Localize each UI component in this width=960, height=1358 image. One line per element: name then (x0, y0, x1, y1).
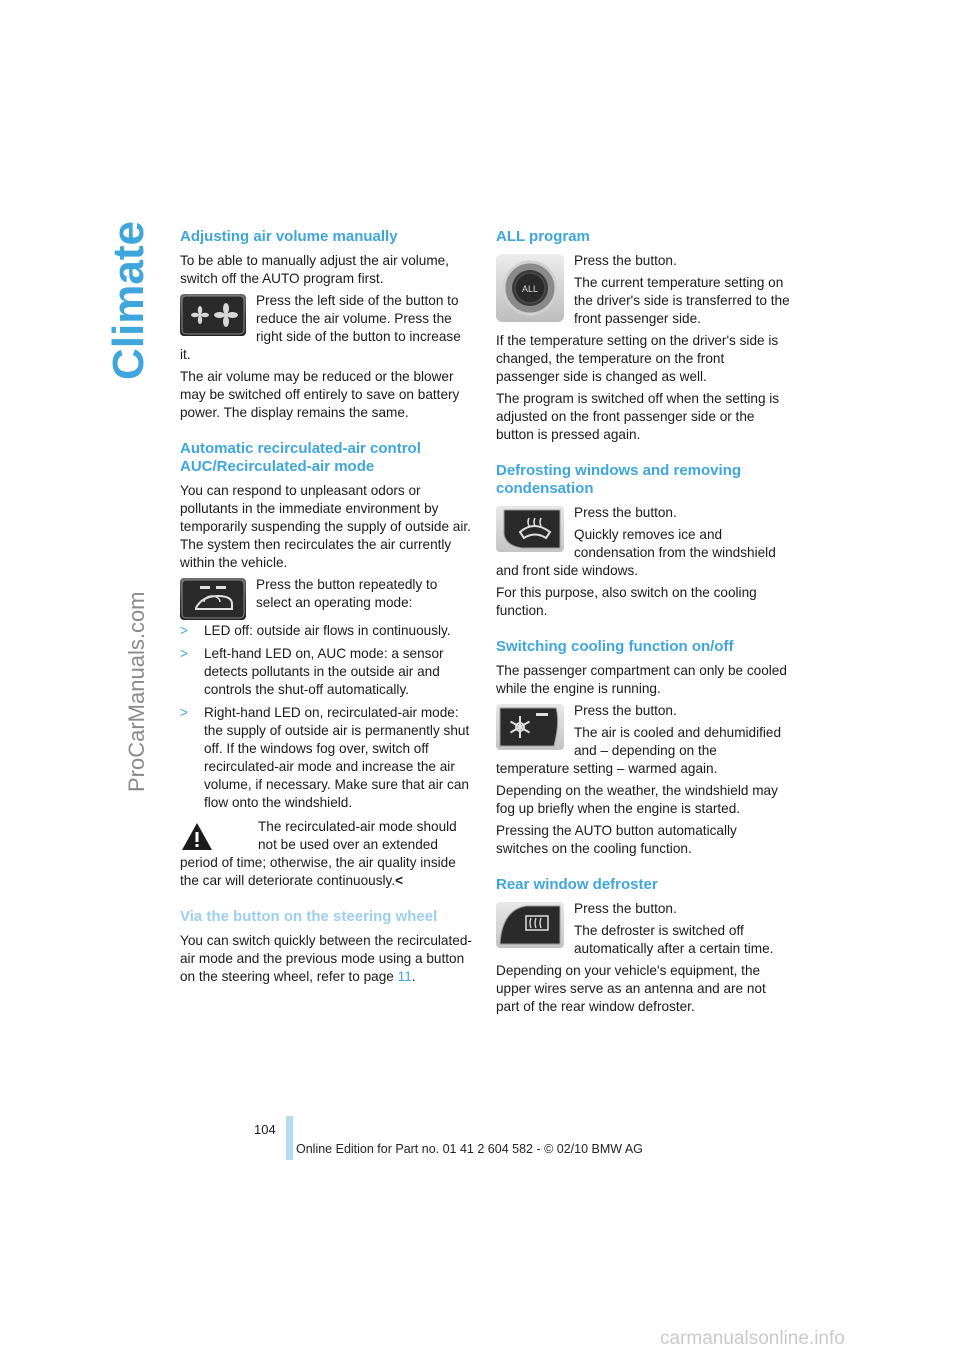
paragraph: Press the button repeatedly to select an operating mode: (256, 577, 438, 610)
list-item (180, 622, 474, 640)
footer-accent-bar (286, 1116, 293, 1160)
page-number: 104 (254, 1122, 276, 1137)
paragraph: Depending on the weather, the windshield may fog up briefly when the engine is started. (496, 783, 778, 816)
section-recirculated-air (180, 440, 474, 890)
section-air-volume (180, 228, 474, 422)
bottom-watermark: carmanualsonline.info (660, 1328, 845, 1349)
windshield-defrost-button-image (496, 506, 564, 552)
paragraph: The program is switched off when the setting is adjusted on the front passenger side or the button is pressed again. (496, 391, 780, 442)
paragraph: Press the left side of the button to reduce the air volume. Press the right side of the button to increase it. (180, 293, 461, 362)
section-heading: Rear window defroster (496, 876, 658, 893)
list-item-text: LED off: outside air flows in continuously. (204, 623, 451, 638)
paragraph: The air volume may be reduced or the blower may be switched off entirely to save on battery power. The display remains the same. (180, 369, 460, 420)
bullet-mark: > (180, 623, 188, 638)
led-right-icon (216, 586, 226, 589)
warning-body: The recirculated-air mode should not be used over an extended period of time; otherwise, the air quality inside the car will deteriorate continuously. (180, 819, 457, 888)
section-heading: Adjusting air volume manually (180, 228, 398, 245)
paragraph: The air is cooled and dehumidified and – depending on the temperature setting – warmed again. (496, 725, 782, 776)
list-item-text: Right-hand LED on, recirculated-air mode: the supply of outside air is permanently shut off. If the windows fog over, switch off recirculated-air mode and increase the air volume, if necessary. Make sure that air can flow onto the windshield. (204, 705, 470, 810)
edition-line: Online Edition for Part no. 01 41 2 604 582 - © 02/10 BMW AG (296, 1142, 643, 1156)
knob-label: ALL (521, 284, 539, 294)
paragraph: To be able to manually adjust the air volume, switch off the AUTO program first. (180, 253, 450, 286)
paragraph: Press the button. (574, 901, 677, 916)
section-heading: Switching cooling function on/off (496, 638, 734, 655)
paragraph: If the temperature setting on the driver's side is changed, the temperature on the front passenger side is changed as well. (496, 333, 779, 384)
recirculation-button-image (180, 578, 246, 620)
bullet-mark: > (180, 646, 188, 661)
cooling-button-image (496, 704, 564, 750)
chapter-title-text: Climate (104, 221, 153, 380)
list-item (180, 645, 474, 699)
paragraph: For this purpose, also switch on the cooling function. (496, 585, 757, 618)
end-mark: < (395, 873, 404, 888)
section-heading: Via the button on the steering wheel (180, 908, 438, 925)
list-item (180, 704, 474, 812)
right-column (496, 228, 790, 1034)
led-left-icon (200, 586, 210, 589)
fan-button-image (180, 294, 246, 336)
all-knob-image (496, 254, 564, 322)
section-defrost-windows (496, 462, 790, 620)
section-heading: Defrosting windows and removing condensation (496, 462, 742, 497)
side-watermark (122, 560, 162, 800)
mode-list (180, 622, 474, 812)
paragraph-text: You can switch quickly between the recirculated-air mode and the previous mode using a button on the steering wheel, refer to page (180, 933, 472, 984)
warning-triangle-icon (180, 820, 214, 854)
warning-note (180, 818, 474, 890)
paragraph: The current temperature setting on the driver's side is transferred to the front passenger side. (574, 275, 790, 326)
left-column (180, 228, 474, 1004)
section-heading: Automatic recirculated-air control AUC/Recirculated-air mode (180, 440, 421, 475)
paragraph: The defroster is switched off automatically after a certain time. (574, 923, 774, 956)
paragraph: Press the button. (574, 505, 677, 520)
paragraph: Quickly removes ice and condensation from the windshield and front side windows. (496, 527, 776, 578)
page-reference-link[interactable]: 11 (397, 969, 412, 984)
side-watermark-text: ProCarManuals.com (124, 591, 149, 792)
paragraph: You can respond to unpleasant odors or pollutants in the immediate environment by temporarily suspending the supply of outside air. The system then recirculates the air currently within the vehicle. (180, 483, 471, 570)
list-item-text: Left-hand LED on, AUC mode: a sensor detects pollutants in the outside air and controls the shut-off automatically. (204, 646, 444, 697)
paragraph: The passenger compartment can only be cooled while the engine is running. (496, 663, 787, 696)
warning-text (180, 818, 474, 890)
paragraph: Depending on your vehicle's equipment, the upper wires serve as an antenna and are not part of the rear window defroster. (496, 963, 766, 1014)
punctuation: . (411, 969, 416, 984)
section-heading: ALL program (496, 228, 590, 245)
section-all-program (496, 228, 790, 444)
section-steering-wheel (180, 908, 474, 986)
paragraph: Press the button. (574, 703, 677, 718)
rear-defroster-button-image (496, 902, 564, 948)
section-rear-defroster (496, 876, 790, 1016)
paragraph: Press the button. (574, 253, 677, 268)
bullet-mark: > (180, 705, 188, 720)
chapter-title (104, 221, 164, 380)
section-cooling (496, 638, 790, 858)
led-icon (536, 713, 548, 716)
paragraph: Pressing the AUTO button automatically switches on the cooling function. (496, 823, 737, 856)
paragraph (180, 932, 474, 986)
